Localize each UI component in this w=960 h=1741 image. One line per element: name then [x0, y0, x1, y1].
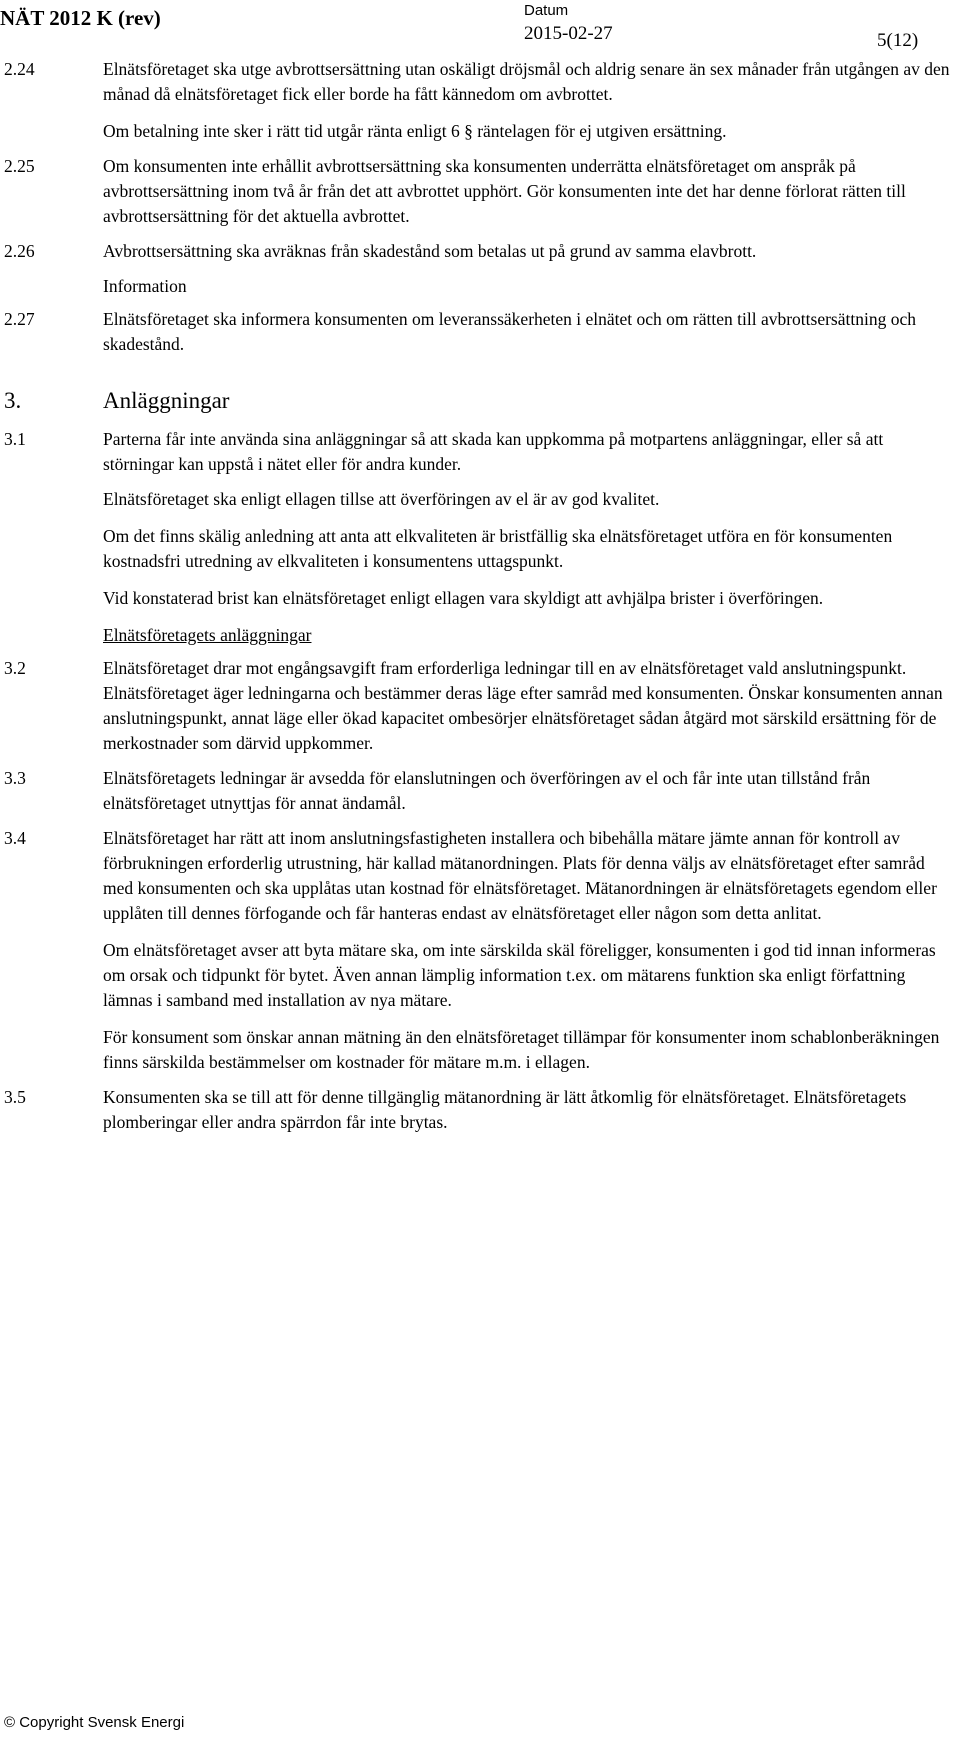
section-number: 3. — [4, 388, 22, 413]
clause-text — [103, 1085, 957, 1135]
clause-3-2 — [0, 656, 960, 756]
clause-2-27 — [0, 307, 960, 357]
clause-number: 3.2 — [4, 658, 26, 678]
section-title: Anläggningar — [103, 388, 230, 413]
paragraph: Vid konstaterad brist kan elnätsföretaget enligt ellagen vara skyldigt att avhjälpa brister i överföringen. — [103, 588, 824, 608]
clause-3-5 — [0, 1085, 960, 1135]
paragraph: Elnätsföretaget drar mot engångsavgift fram erforderliga ledningar till en av elnätsföretaget vald anslutningspunkt. Elnätsföretaget äger ledningarna och bestämmer deras läge efter samråd med konsumenten. Önskar konsumenten annan anslutningspunkt, annat läge eller ökad kapacitet ombesörjer elnätsföretaget sådan åtgärd mot särskild ersättning för de merkostnader som därvid uppkommer. — [103, 658, 943, 753]
paragraph: Om betalning inte sker i rätt tid utgår ränta enligt 6 § räntelagen för ej utgiven ersättning. — [103, 121, 727, 141]
document-body — [0, 57, 960, 1145]
document-title: NÄT 2012 K (rev) — [0, 6, 161, 30]
clause-3-3 — [0, 766, 960, 816]
clause-number: 3.1 — [4, 429, 26, 449]
clause-text — [103, 154, 957, 229]
paragraph: Elnätsföretaget ska utge avbrottsersättning utan oskäligt dröjsmål och aldrig senare än sex månader från utgången av den månad då elnätsföretaget fick eller borde ha fått kännedom om avbrottet. — [103, 59, 950, 104]
clause-text — [103, 766, 957, 816]
clause-number: 3.3 — [4, 768, 26, 788]
clause-3-4 — [0, 826, 960, 1075]
page-header — [0, 0, 960, 50]
page-number: 5(12) — [877, 30, 919, 51]
clause-text — [103, 57, 957, 144]
clause-2-25 — [0, 154, 960, 229]
paragraph: Om elnätsföretaget avser att byta mätare ska, om inte särskilda skäl föreligger, konsumenten i god tid innan informeras om orsak och tidpunkt för bytet. Även annan lämplig information t.ex. om mätarens funktion ska enligt författning lämnas i samband med installation av nya mätare. — [103, 940, 936, 1010]
paragraph: Elnätsföretaget har rätt att inom anslutningsfastigheten installera och bibehålla mätare jämte annan för kontroll av förbrukningen erforderlig utrustning, här kallad mätanordningen. Plats för denna väljs av elnätsföretaget efter samråd med konsumenten och ska upplåtas utan kostnad för elnätsföretaget. Mätanordningen är elnätsföretagets egendom eller upplåten till dennes förfogande och får hanteras endast av elnätsföretaget eller någon som detta anlitat. — [103, 828, 937, 923]
clause-text — [103, 826, 957, 1075]
clause-text — [103, 427, 957, 477]
paragraph: Om konsumenten inte erhållit avbrottsersättning ska konsumenten underrätta elnätsföretaget om anspråk på avbrottsersättning inom två år från det att avbrottet upphört. Gör konsumenten inte det har denne förlorat rätten till avbrottsersättning för det aktuella avbrottet. — [103, 156, 906, 226]
clause-text — [103, 307, 957, 357]
paragraph: Avbrottsersättning ska avräknas från skadestånd som betalas ut på grund av samma elavbrott. — [103, 241, 757, 261]
clause-2-24 — [0, 57, 960, 144]
clause-number: 3.4 — [4, 828, 26, 848]
subheading-elnatsforetagets-anlaggningar: Elnätsföretagets anläggningar — [103, 625, 312, 645]
paragraph: För konsument som önskar annan mätning än den elnätsföretaget tillämpar för konsumenter inom schablonberäkningen finns särskilda bestämmelser om kostnader för mätare m.m. i ellagen. — [103, 1027, 940, 1072]
clause-number: 2.25 — [4, 156, 35, 176]
clause-number: 2.24 — [4, 59, 35, 79]
clause-3-1 — [0, 427, 960, 477]
paragraph: Elnätsföretaget ska enligt ellagen tillse att överföringen av el är av god kvalitet. — [103, 489, 660, 509]
clause-text — [103, 656, 957, 756]
paragraph: Elnätsföretaget ska informera konsumenten om leveranssäkerheten i elnätet och om rätten till avbrottsersättning och skadestånd. — [103, 309, 916, 354]
subheading-information: Information — [103, 276, 187, 296]
date-value: 2015-02-27 — [524, 23, 613, 44]
clause-number: 3.5 — [4, 1087, 26, 1107]
clause-2-26 — [0, 239, 960, 264]
paragraph: Konsumenten ska se till att för denne tillgänglig mätanordning är lätt åtkomlig för elnätsföretaget. Elnätsföretagets plomberingar eller andra spärrdon får inte brytas. — [103, 1087, 907, 1132]
copyright-footer: © Copyright Svensk Energi — [4, 1714, 185, 1731]
section-heading — [0, 385, 960, 417]
paragraph: Parterna får inte använda sina anläggningar så att skada kan uppkomma på motpartens anläggningar, eller så att störningar kan uppstå i nätet eller för andra kunder. — [103, 429, 884, 474]
date-label: Datum — [524, 2, 569, 19]
paragraph: Om det finns skälig anledning att anta att elkvaliteten är bristfällig ska elnätsföretaget utföra en för konsumenten kostnadsfri utredning av elkvaliteten i konsumentens uttagspunkt. — [103, 526, 893, 571]
clause-number: 2.26 — [4, 241, 35, 261]
clause-number: 2.27 — [4, 309, 35, 329]
paragraph: Elnätsföretagets ledningar är avsedda för elanslutningen och överföringen av el och får inte utan tillstånd från elnätsföretaget utnyttjas för annat ändamål. — [103, 768, 871, 813]
clause-text — [103, 239, 957, 264]
